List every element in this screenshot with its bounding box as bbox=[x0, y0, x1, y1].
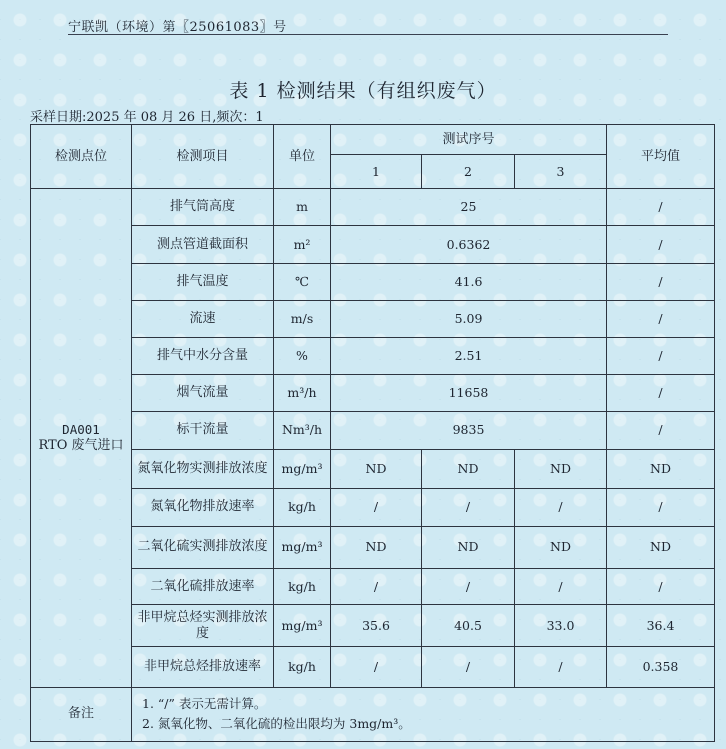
table-title: 表 1 检测结果（有组织废气） bbox=[229, 80, 497, 102]
unit-cell: kg/h bbox=[274, 488, 331, 526]
table-row bbox=[31, 375, 715, 412]
unit-cell: kg/h bbox=[274, 569, 331, 605]
header-unit: 单位 bbox=[274, 125, 331, 189]
unit-cell: ℃ bbox=[274, 263, 331, 300]
point-code: DA001 bbox=[62, 421, 100, 437]
table-row bbox=[31, 449, 715, 488]
item-cell: 标干流量 bbox=[132, 412, 274, 449]
item-cell: 二氧化硫实测排放浓度 bbox=[132, 526, 274, 568]
header-point: 检测点位 bbox=[31, 125, 132, 189]
value-cell-1: / bbox=[331, 647, 422, 687]
header-seq-1: 1 bbox=[331, 155, 422, 189]
table-row bbox=[31, 647, 715, 687]
value-cell-3: ND bbox=[515, 526, 607, 568]
item-cell: 排气筒高度 bbox=[132, 189, 274, 226]
unit-cell: m² bbox=[274, 226, 331, 263]
point-name: RTO 废气进口 bbox=[38, 437, 124, 453]
avg-cell: 0.358 bbox=[607, 647, 715, 687]
item-cell: 排气温度 bbox=[132, 263, 274, 300]
remark-line-2: 2. 氮氧化物、二氧化硫的检出限均为 3mg/m³。 bbox=[142, 716, 411, 732]
header-divider bbox=[68, 34, 668, 35]
value-cell-2: / bbox=[422, 488, 515, 526]
value-cell-2: ND bbox=[422, 449, 515, 488]
sampling-info: 采样日期:2025 年 08 月 26 日,频次：1 bbox=[30, 110, 264, 125]
unit-cell: % bbox=[274, 337, 331, 374]
avg-cell: / bbox=[607, 488, 715, 526]
value-cell: 25 bbox=[331, 189, 607, 226]
unit-cell: mg/m³ bbox=[274, 605, 331, 647]
table-row bbox=[31, 300, 715, 337]
value-cell-3: 33.0 bbox=[515, 605, 607, 647]
value-cell: 5.09 bbox=[331, 300, 607, 337]
table-row bbox=[31, 226, 715, 263]
item-cell: 烟气流量 bbox=[132, 375, 274, 412]
avg-cell: / bbox=[607, 300, 715, 337]
report-reference: 宁联凯（环境）第〖25061083〗号 bbox=[68, 20, 287, 35]
table-row bbox=[31, 569, 715, 605]
value-cell-1: ND bbox=[331, 449, 422, 488]
avg-cell: / bbox=[607, 263, 715, 300]
remarks-label: 备注 bbox=[31, 687, 132, 741]
unit-cell: m bbox=[274, 189, 331, 226]
value-cell: 11658 bbox=[331, 375, 607, 412]
item-cell: 氮氧化物排放速率 bbox=[132, 488, 274, 526]
avg-cell: / bbox=[607, 189, 715, 226]
value-cell-1: ND bbox=[331, 526, 422, 568]
item-cell: 测点管道截面积 bbox=[132, 226, 274, 263]
unit-cell: mg/m³ bbox=[274, 449, 331, 488]
item-cell: 二氧化硫排放速率 bbox=[132, 569, 274, 605]
table-row bbox=[31, 488, 715, 526]
remarks-content bbox=[132, 687, 715, 741]
item-cell: 排气中水分含量 bbox=[132, 337, 274, 374]
value-cell-1: 35.6 bbox=[331, 605, 422, 647]
table-row bbox=[31, 189, 715, 226]
item-cell: 流速 bbox=[132, 300, 274, 337]
value-cell-3: / bbox=[515, 569, 607, 605]
table-row bbox=[31, 605, 715, 647]
monitoring-point bbox=[31, 189, 132, 687]
header-avg: 平均值 bbox=[607, 125, 715, 189]
header-seq: 测试序号 bbox=[331, 125, 607, 155]
results-table bbox=[30, 124, 715, 742]
unit-cell: m/s bbox=[274, 300, 331, 337]
avg-cell: / bbox=[607, 375, 715, 412]
value-cell: 2.51 bbox=[331, 337, 607, 374]
table-row bbox=[31, 412, 715, 449]
table-row bbox=[31, 526, 715, 568]
value-cell-2: ND bbox=[422, 526, 515, 568]
table-row bbox=[31, 337, 715, 374]
header-item: 检测项目 bbox=[132, 125, 274, 189]
value-cell-1: / bbox=[331, 488, 422, 526]
value-cell-2: / bbox=[422, 569, 515, 605]
avg-cell: ND bbox=[607, 526, 715, 568]
header-seq-2: 2 bbox=[422, 155, 515, 189]
remark-line-1: 1. “/” 表示无需计算。 bbox=[142, 696, 267, 712]
unit-cell: kg/h bbox=[274, 647, 331, 687]
unit-cell: m³/h bbox=[274, 375, 331, 412]
value-cell-3: ND bbox=[515, 449, 607, 488]
value-cell: 41.6 bbox=[331, 263, 607, 300]
avg-cell: / bbox=[607, 226, 715, 263]
avg-cell: / bbox=[607, 412, 715, 449]
value-cell-3: / bbox=[515, 488, 607, 526]
avg-cell: ND bbox=[607, 449, 715, 488]
value-cell-2: / bbox=[422, 647, 515, 687]
unit-cell: mg/m³ bbox=[274, 526, 331, 568]
value-cell-3: / bbox=[515, 647, 607, 687]
avg-cell: / bbox=[607, 569, 715, 605]
avg-cell: 36.4 bbox=[607, 605, 715, 647]
table-row bbox=[31, 263, 715, 300]
unit-cell: Nm³/h bbox=[274, 412, 331, 449]
item-cell: 非甲烷总烃实测排放浓度 bbox=[132, 605, 274, 647]
value-cell: 0.6362 bbox=[331, 226, 607, 263]
value-cell: 9835 bbox=[331, 412, 607, 449]
item-cell: 非甲烷总烃排放速率 bbox=[132, 647, 274, 687]
avg-cell: / bbox=[607, 337, 715, 374]
value-cell-2: 40.5 bbox=[422, 605, 515, 647]
remarks-row bbox=[31, 687, 715, 741]
value-cell-1: / bbox=[331, 569, 422, 605]
item-cell: 氮氧化物实测排放浓度 bbox=[132, 449, 274, 488]
header-seq-3: 3 bbox=[515, 155, 607, 189]
